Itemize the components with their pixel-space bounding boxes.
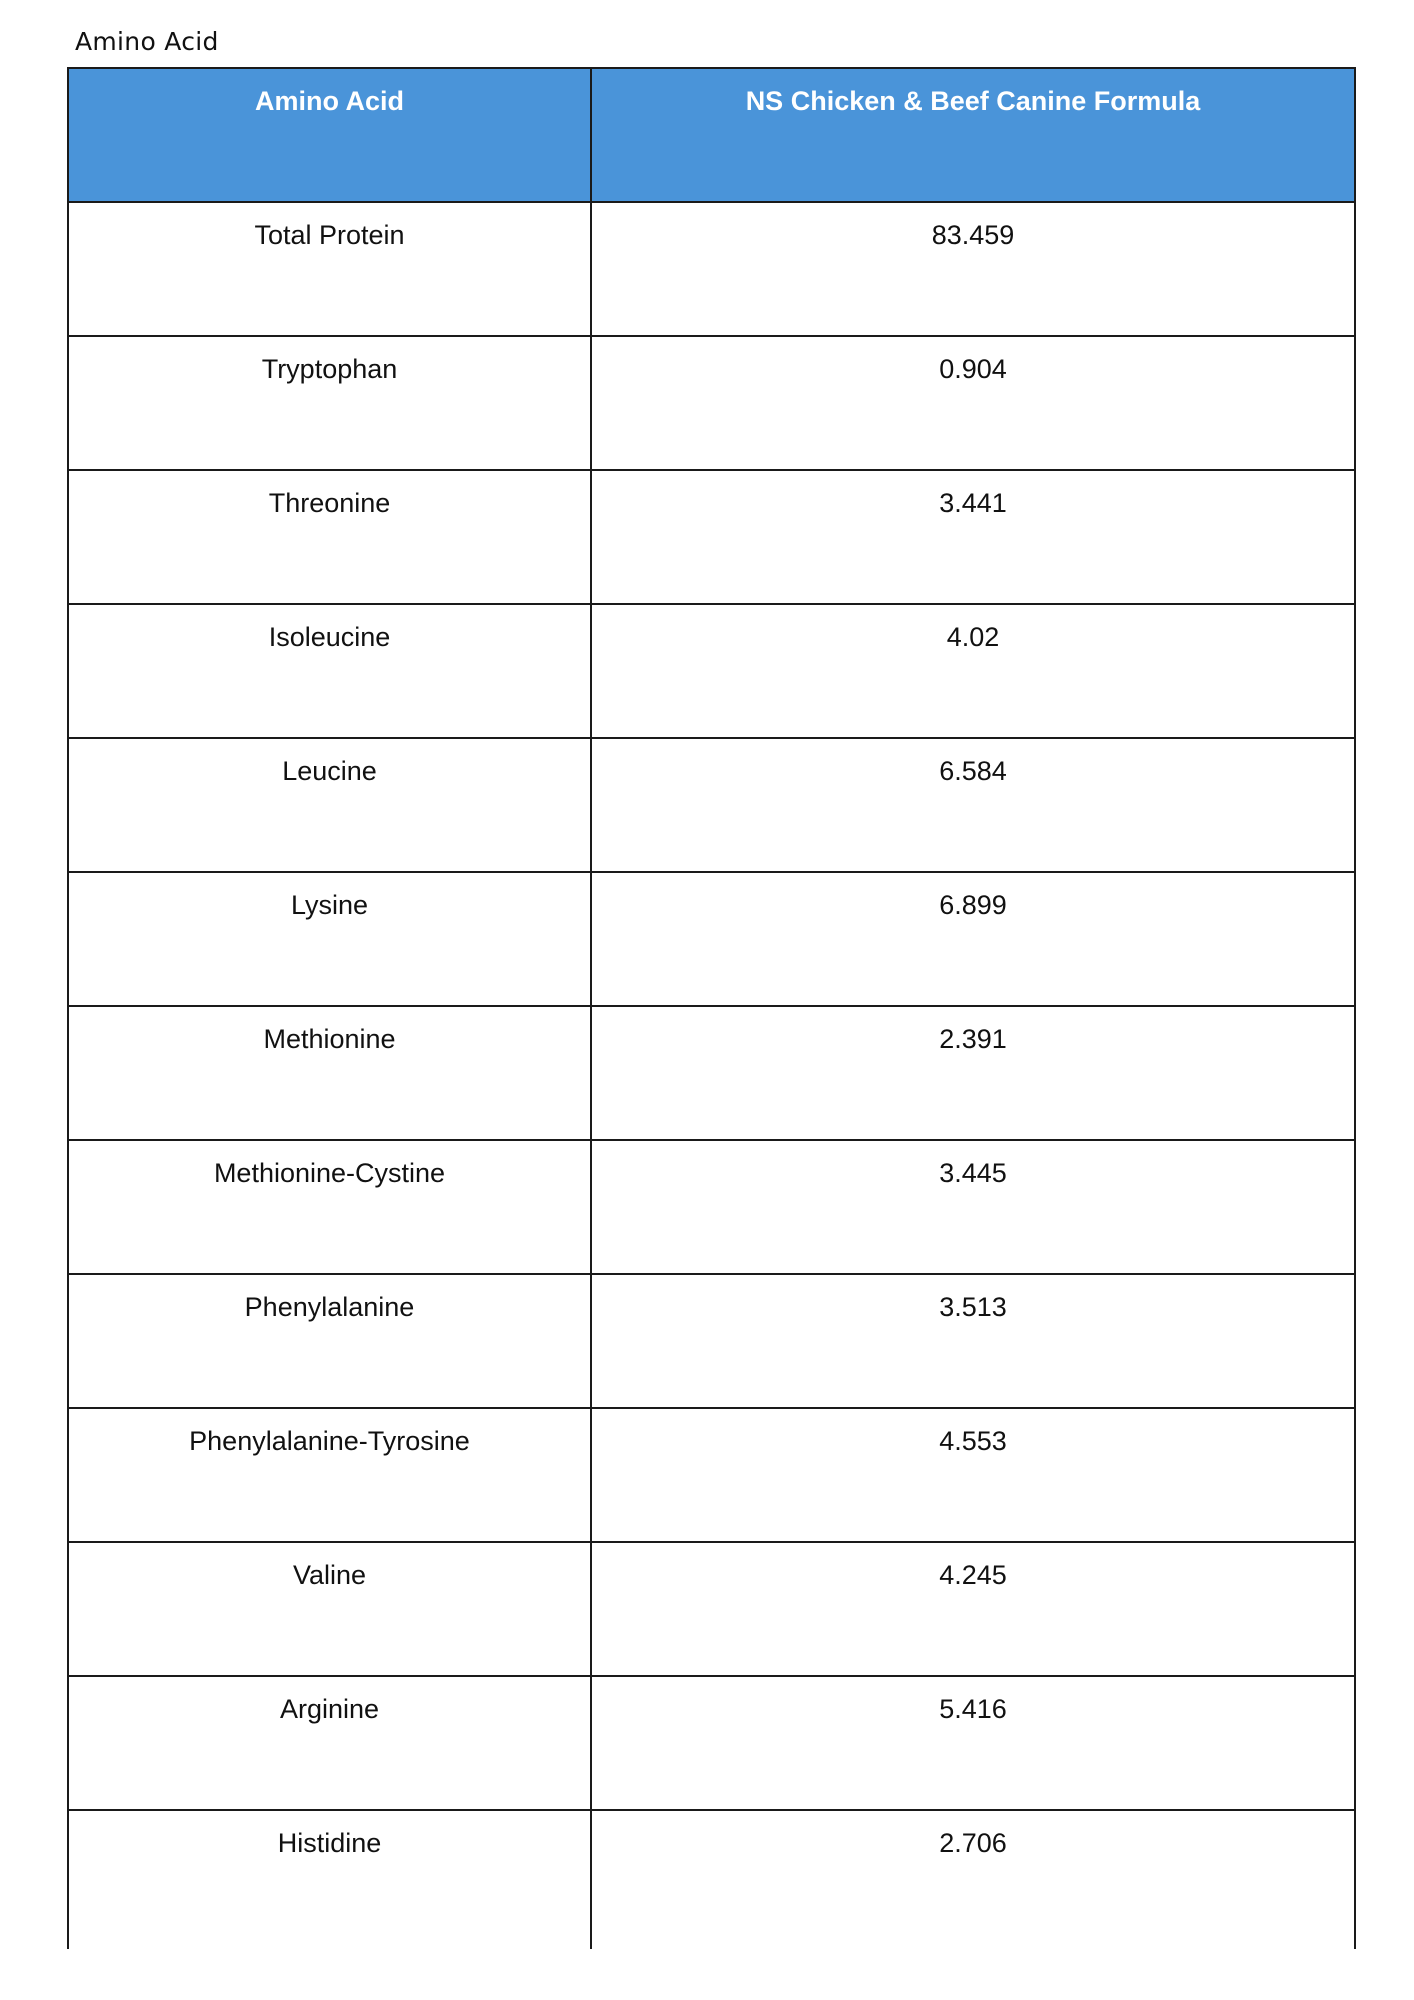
amino-acid-value: 4.553 [592,1409,1356,1541]
amino-acid-value: 4.245 [592,1543,1356,1675]
amino-acid-name: Valine [67,1543,592,1675]
amino-acid-name: Isoleucine [67,605,592,737]
table-row [67,1677,1356,1811]
amino-acid-name: Methionine [67,1007,592,1139]
amino-acid-name: Lysine [67,873,592,1005]
amino-acid-name: Total Protein [67,203,592,335]
amino-acid-name: Tryptophan [67,337,592,469]
amino-acid-value: 2.706 [592,1811,1356,1949]
header-formula: NS Chicken & Beef Canine Formula [592,69,1356,201]
amino-acid-value: 2.391 [592,1007,1356,1139]
amino-acid-name: Phenylalanine [67,1275,592,1407]
amino-acid-value: 3.513 [592,1275,1356,1407]
table-row [67,1275,1356,1409]
page-heading: Amino Acid [75,27,219,56]
amino-acid-name: Histidine [67,1811,592,1949]
amino-acid-value: 3.441 [592,471,1356,603]
amino-acid-value: 6.584 [592,739,1356,871]
amino-acid-value: 6.899 [592,873,1356,1005]
table-row [67,203,1356,337]
table-row [67,1811,1356,1949]
table-row [67,1543,1356,1677]
table-row [67,471,1356,605]
table-row [67,1007,1356,1141]
amino-acid-value: 0.904 [592,337,1356,469]
amino-acid-name: Arginine [67,1677,592,1809]
table-row [67,605,1356,739]
amino-acid-name: Leucine [67,739,592,871]
amino-acid-table [67,67,1356,1949]
table-header-row [67,69,1356,203]
amino-acid-value: 4.02 [592,605,1356,737]
amino-acid-name: Methionine-Cystine [67,1141,592,1273]
table-row [67,873,1356,1007]
amino-acid-value: 3.445 [592,1141,1356,1273]
amino-acid-value: 5.416 [592,1677,1356,1809]
amino-acid-name: Phenylalanine-Tyrosine [67,1409,592,1541]
table-row [67,337,1356,471]
table-row [67,1409,1356,1543]
table-row [67,739,1356,873]
amino-acid-value: 83.459 [592,203,1356,335]
amino-acid-name: Threonine [67,471,592,603]
header-amino-acid: Amino Acid [67,69,592,201]
table-row [67,1141,1356,1275]
